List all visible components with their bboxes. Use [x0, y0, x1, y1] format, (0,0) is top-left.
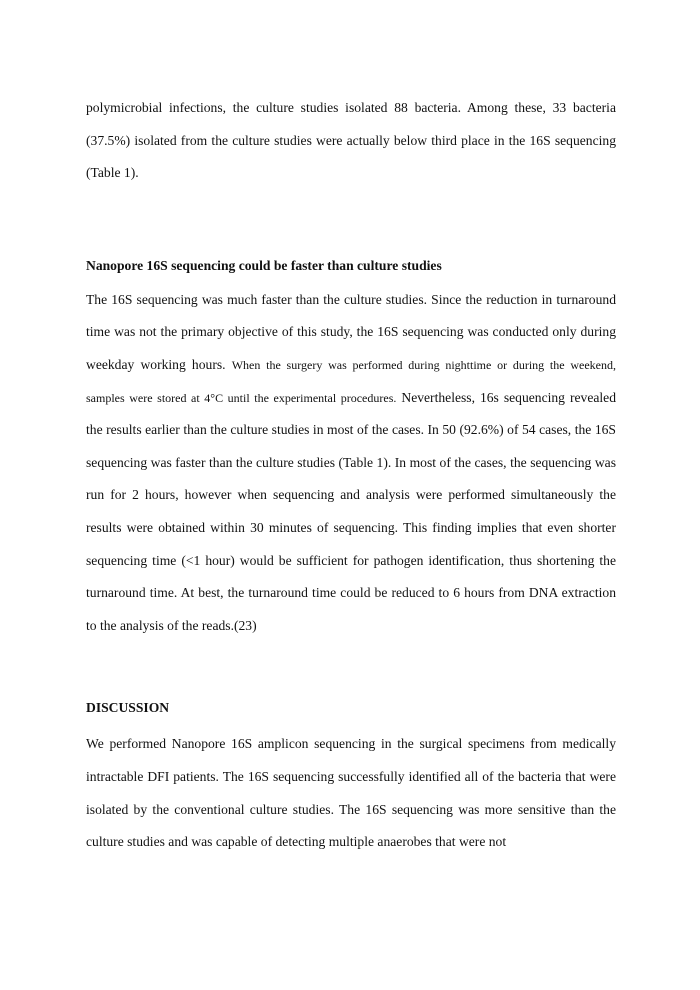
document-page [86, 92, 616, 859]
paragraph-turnaround-part-b: Nevertheless, 16s sequencing revealed the results earlier than the culture studies in most of the cases. In 50 (92.6%) of 54 cases, the 16S sequencing was faster than the culture studies (Table 1). In most of the cases, the sequencing was run for 2 hours, however when sequencing and analysis were performed simultaneously the results were obtained within 30 minutes of sequencing. This finding implies that even shorter sequencing time (<1 hour) would be sufficient for pathogen identification, thus shortening the turnaround time. At best, the turnaround time could be reduced to 6 hours from DNA extraction to the analysis of the reads.(23) [86, 389, 616, 633]
paragraph-turnaround-part-a: The 16S sequencing was much faster than the culture studies. Since the reduction in turnaround time was not the primary objective of this study, the 16S sequencing was conducted only during weekday working hours. [86, 291, 616, 372]
spacer [86, 190, 616, 250]
spacer [86, 642, 616, 692]
section-heading-discussion: DISCUSSION [86, 700, 170, 716]
paragraph-turnaround-small-text: When the surgery was performed during nighttime or during the weekend, samples were stored at 4°C until the experimental procedures. [86, 357, 616, 405]
section-heading-nanopore-speed: Nanopore 16S sequencing could be faster than culture studies [86, 257, 442, 273]
paragraph-polymicrobial: polymicrobial infections, the culture studies isolated 88 bacteria. Among these, 33 bacteria (37.5%) isolated from the culture studies were actually below third place in the 16S sequencing (Table 1). [86, 100, 616, 181]
paragraph-turnaround [86, 284, 616, 643]
paragraph-discussion: We performed Nanopore 16S amplicon sequencing in the surgical specimens from medically intractable DFI patients. The 16S sequencing successfully identified all of the bacteria that were isolated by the conventional culture studies. The 16S sequencing was more sensitive than the culture studies and was capable of detecting multiple anaerobes that were not [86, 736, 616, 850]
